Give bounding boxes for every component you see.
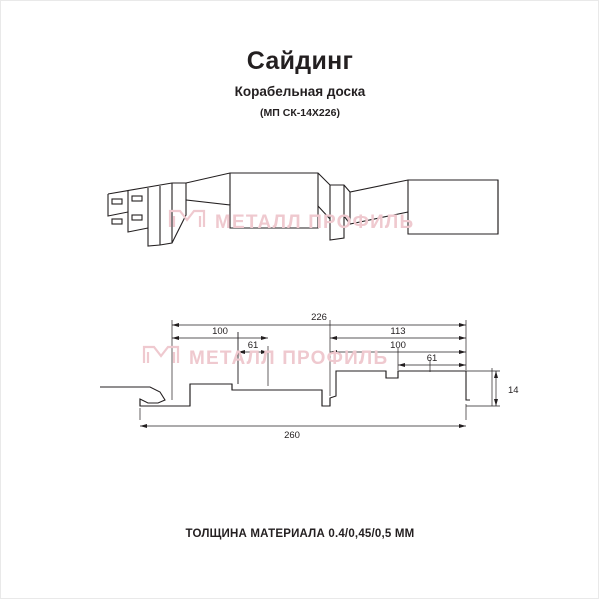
watermark-text-lower: МЕТАЛЛ ПРОФИЛЬ <box>189 348 389 369</box>
dimension-226: 226 <box>311 312 327 323</box>
watermark-text-upper: МЕТАЛЛ ПРОФИЛЬ <box>215 212 415 233</box>
product-code: (МП СК-14Х226) <box>260 107 340 119</box>
dimension-260: 260 <box>284 430 300 441</box>
material-thickness-note: ТОЛЩИНА МАТЕРИАЛА 0.4/0,45/0,5 ММ <box>185 528 415 540</box>
dimension-left-100: 100 <box>212 326 228 337</box>
product-subtitle: Корабельная доска <box>234 84 366 99</box>
dimension-left-61: 61 <box>247 340 259 351</box>
dimension-right-113: 113 <box>390 326 406 337</box>
dimension-height-14: 14 <box>508 385 519 396</box>
dimension-right-61: 61 <box>426 353 438 364</box>
page-title: Сайдинг <box>246 47 354 75</box>
dimension-right-100: 100 <box>390 340 406 351</box>
